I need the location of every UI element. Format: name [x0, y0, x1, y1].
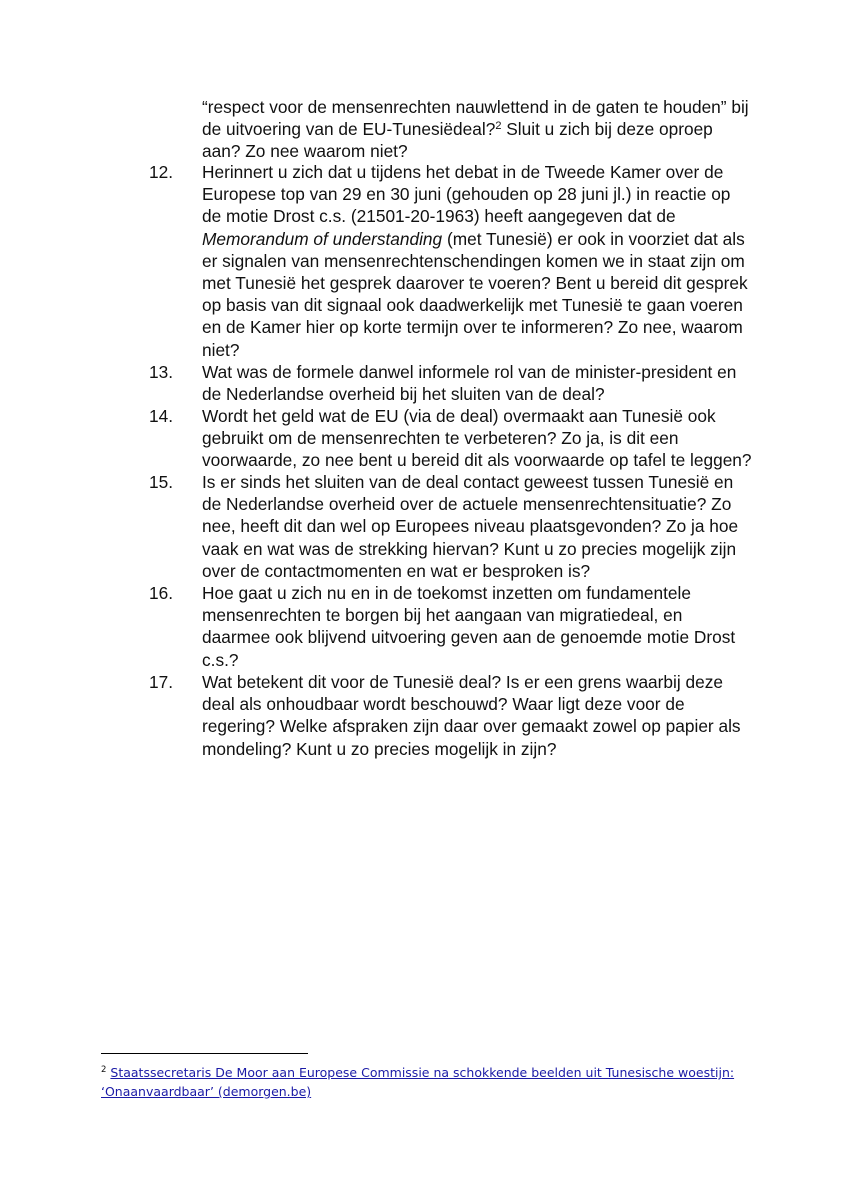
footnote	[101, 1063, 751, 1101]
footnote-reference[interactable]: 2	[495, 120, 502, 133]
question-line: regering? Welke afspraken zijn daar over gemaakt zowel op papier als	[202, 716, 741, 737]
question-line: Herinnert u zich dat u tijdens het debat in de Tweede Kamer over de	[202, 162, 724, 182]
question-line: Wordt het geld wat de EU (via de deal) overmaakt aan Tunesië ook	[202, 406, 716, 426]
question-line: de Nederlandse overheid bij het sluiten van de deal?	[202, 384, 605, 405]
question-number: 13.	[149, 362, 174, 382]
question-number: 16.	[149, 583, 174, 603]
question-line	[202, 228, 762, 250]
question-text	[202, 471, 762, 582]
continued-question-text	[202, 96, 762, 163]
question-line: mensenrechten te borgen bij het aangaan van migratiedeal, en	[202, 605, 683, 626]
question-text	[202, 671, 762, 760]
question-line: over de contactmomenten en wat er besproken is?	[202, 560, 591, 581]
question-text	[202, 361, 762, 405]
question-number: 17.	[149, 672, 174, 692]
question-number: 15.	[149, 472, 174, 492]
question-text	[202, 405, 762, 472]
question-line: gebruikt om de mensenrechten te verbeteren? Zo ja, is dit een	[202, 428, 679, 449]
question-line: de motie Drost c.s. (21501-20-1963) heeft aangegeven dat de	[202, 206, 676, 227]
italic-phrase: Memorandum of understanding	[202, 228, 443, 249]
question-line: daarmee ook blijvend uitvoering geven aan de genoemde motie Drost	[202, 627, 736, 648]
question-text	[202, 582, 762, 671]
continued-line	[202, 118, 762, 140]
continued-line-part: Sluit u zich bij deze oproep	[501, 119, 713, 140]
footnote-line	[101, 1063, 751, 1082]
question-line: voorwaarde, zo nee bent u bereid dit als voorwaarde op tafel te leggen?	[202, 450, 752, 471]
question-line: er signalen van mensenrechtenschendingen komen we in staat zijn om	[202, 250, 745, 271]
question-line: vaak en wat was de strekking hiervan? Kunt u zo precies mogelijk zijn	[202, 538, 737, 559]
question-line: Wat was de formele danwel informele rol van de minister-president en	[202, 362, 737, 382]
question-line-part: (met Tunesië) er ook in voorziet dat als	[442, 228, 745, 249]
question-line: nee, heeft dit dan wel op Europees niveau plaatsgevonden? Zo ja hoe	[202, 516, 739, 537]
question-line: mondeling? Kunt u zo precies mogelijk in zijn?	[202, 738, 557, 759]
footnote-link[interactable]: Staatssecretaris De Moor aan Europese Commissie na schokkende beelden uit Tunesische woestijn:	[110, 1065, 735, 1080]
question-line: op basis van dit signaal ook daadwerkelijk met Tunesië te gaan voeren	[202, 295, 743, 316]
continued-line: aan? Zo nee waarom niet?	[202, 141, 408, 162]
footnote-link-continued[interactable]: ‘Onaanvaardbaar’ (demorgen.be)	[101, 1084, 312, 1099]
question-line: de Nederlandse overheid over de actuele mensenrechtensituatie? Zo	[202, 494, 732, 515]
question-number: 12.	[149, 162, 174, 182]
question-line: Wat betekent dit voor de Tunesië deal? Is er een grens waarbij deze	[202, 672, 723, 692]
question-line: met Tunesië het gesprek daarover te voeren? Bent u bereid dit gesprek	[202, 273, 748, 294]
question-line: Europese top van 29 en 30 juni (gehouden op 28 juni jl.) in reactie op	[202, 184, 731, 205]
question-line: en de Kamer hier op korte termijn over te informeren? Zo nee, waarom	[202, 317, 743, 338]
question-line: Is er sinds het sluiten van de deal contact geweest tussen Tunesië en	[202, 472, 734, 492]
question-line: c.s.?	[202, 649, 239, 670]
footnote-number: 2	[101, 1065, 107, 1075]
continued-line-part: de uitvoering van de EU-Tunesiëdeal?	[202, 119, 496, 140]
question-text	[202, 161, 762, 361]
continued-line: “respect voor de mensenrechten nauwlettend in de gaten te houden” bij	[202, 97, 749, 117]
footnote-line	[101, 1082, 751, 1101]
question-line: deal als onhoudbaar wordt beschouwd? Waar ligt deze voor de	[202, 694, 685, 715]
question-line: niet?	[202, 339, 240, 360]
footnote-separator	[101, 1053, 308, 1054]
question-line: Hoe gaat u zich nu en in de toekomst inzetten om fundamentele	[202, 583, 691, 603]
question-number: 14.	[149, 406, 174, 426]
